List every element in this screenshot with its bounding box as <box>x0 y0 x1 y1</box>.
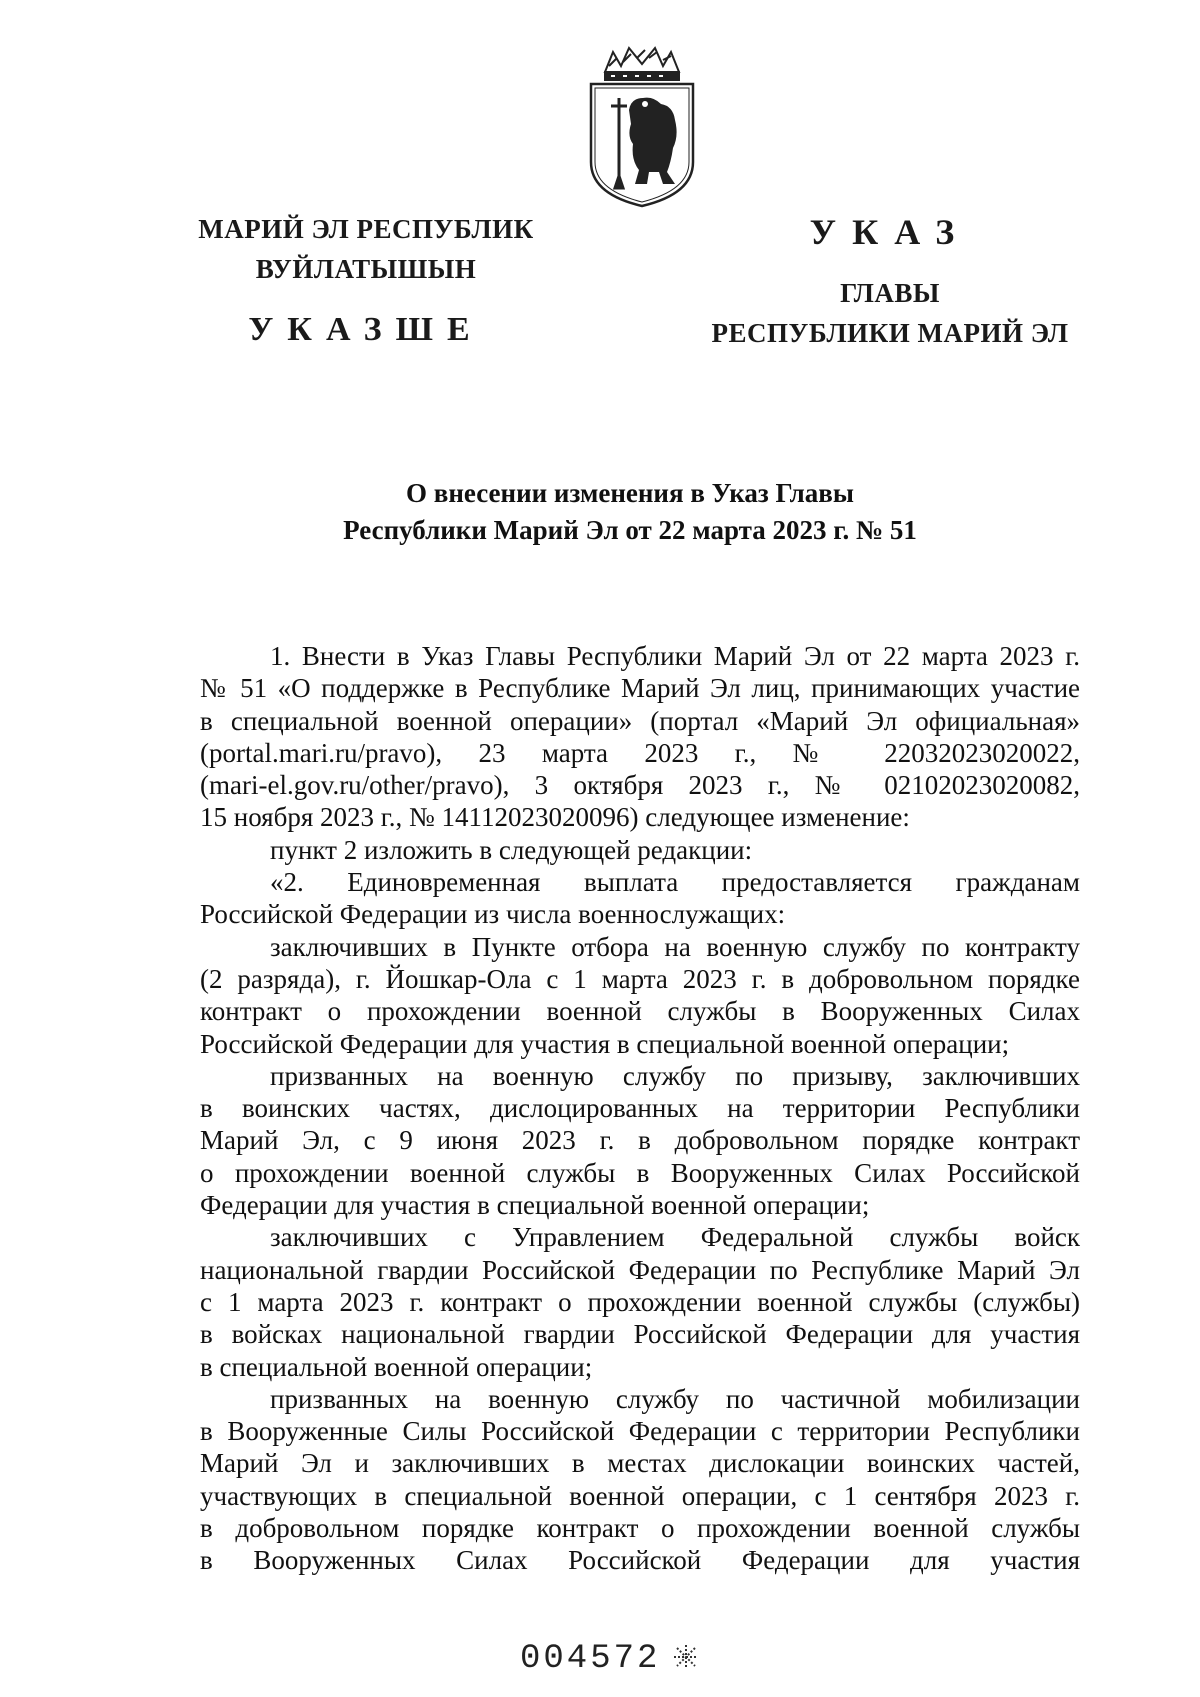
text-line: пункт 2 изложить в следующей редакции: <box>270 834 753 865</box>
text-line: (mari-el.gov.ru/other/pravo), 3 октября 2023 г., № 02102023020082, <box>200 770 1080 801</box>
text-line: (portal.mari.ru/pravo), 23 марта 2023 г., № 22032023020022, <box>200 737 1080 768</box>
text-line: национальной гвардии Российской Федерации по Республике Марий Эл <box>200 1254 1080 1285</box>
text-line: в Вооруженных Силах Российской Федерации для участия <box>200 1545 1080 1576</box>
paragraph-3 <box>200 866 1080 898</box>
text-line: в Вооруженные Силы Российской Федерации с территории Республики <box>200 1416 1080 1447</box>
document-serial-number: 004572 <box>520 1640 661 1678</box>
header-right-line3: РЕСПУБЛИКИ МАРИЙ ЭЛ <box>711 318 1069 348</box>
text-line: Марий Эл и заключивших в местах дислокации воинских частей, <box>200 1448 1080 1479</box>
header-left-line2: ВУЙЛАТЫШЫН <box>255 254 477 284</box>
header-left-title: УКАЗШЕ <box>248 311 484 348</box>
text-line: заключивших с Управлением Федеральной службы войск <box>270 1222 1080 1253</box>
text-line: Российской Федерации из числа военнослужащих: <box>200 899 786 930</box>
text-line: в войсках национальной гвардии Российской Федерации для участия <box>200 1319 1080 1350</box>
paragraph-4-cont <box>200 963 1080 1060</box>
text-line: призванных на военную службу по призыву, заключивших <box>270 1060 1080 1091</box>
text-line: в воинских частях, дислоцированных на территории Республики <box>200 1093 1080 1124</box>
header-right-title: УКАЗ <box>809 212 971 252</box>
text-line: с 1 марта 2023 г. контракт о прохождении военной службы (службы) <box>200 1286 1080 1317</box>
paragraph-5 <box>200 1060 1080 1092</box>
asterisk-stamp-icon <box>671 1642 701 1672</box>
crown-icon <box>605 48 679 80</box>
paragraph-6-cont <box>200 1254 1080 1383</box>
paragraph-5-cont <box>200 1092 1080 1221</box>
text-line: № 51 «О поддержке в Республике Марий Эл лиц, принимающих участие <box>200 673 1080 704</box>
text-line: участвующих в специальной военной операции, с 1 сентября 2023 г. <box>200 1480 1080 1511</box>
text-line: о прохождении военной службы в Вооруженных Силах Российской <box>200 1157 1080 1188</box>
text-line: заключивших в Пункте отбора на военную службу по контракту <box>270 931 1080 962</box>
text-line: Федерации для участия в специальной военной операции; <box>200 1190 870 1221</box>
text-line: контракт о прохождении военной службы в Вооруженных Силах <box>200 996 1080 1027</box>
text-line: 15 ноября 2023 г., № 14112023020096) следующее изменение: <box>200 802 910 833</box>
paragraph-6 <box>200 1221 1080 1253</box>
text-line: Российской Федерации для участия в специальной военной операции; <box>200 1028 1010 1059</box>
document-title-line2: Республики Марий Эл от 22 марта 2023 г. № 51 <box>343 515 917 545</box>
text-line: в специальной военной операции» (портал «Марий Эл официальная» <box>200 705 1080 736</box>
text-line: (2 разряда), г. Йошкар-Ола с 1 марта 2023 г. в добровольном порядке <box>200 963 1080 994</box>
paragraph-3-cont <box>200 898 1080 930</box>
text-line: призванных на военную службу по частичной мобилизации <box>270 1383 1080 1414</box>
text-line: «2. Единовременная выплата предоставляется гражданам <box>270 867 1080 898</box>
document-title-line1: О внесении изменения в Указ Главы <box>406 478 854 508</box>
text-line: в специальной военной операции; <box>200 1351 593 1382</box>
text-line: 1. Внести в Указ Главы Республики Марий Эл от 22 марта 2023 г. <box>270 641 1080 671</box>
paragraph-7 <box>200 1383 1080 1415</box>
text-line: Марий Эл, с 9 июня 2023 г. в добровольном порядке контракт <box>200 1125 1080 1156</box>
header-left-line1: МАРИЙ ЭЛ РЕСПУБЛИК <box>198 214 534 244</box>
paragraph-2 <box>200 834 1080 866</box>
document-title <box>200 475 1060 549</box>
paragraph-4 <box>200 931 1080 963</box>
header-right-line2: ГЛАВЫ <box>840 278 940 308</box>
document-body <box>200 640 1080 1577</box>
text-line: в добровольном порядке контракт о прохождении военной службы <box>200 1513 1080 1544</box>
paragraph-1-cont <box>200 672 1080 833</box>
paragraph-1 <box>200 640 1080 672</box>
paragraph-7-cont <box>200 1415 1080 1576</box>
coat-of-arms-icon <box>583 44 701 209</box>
